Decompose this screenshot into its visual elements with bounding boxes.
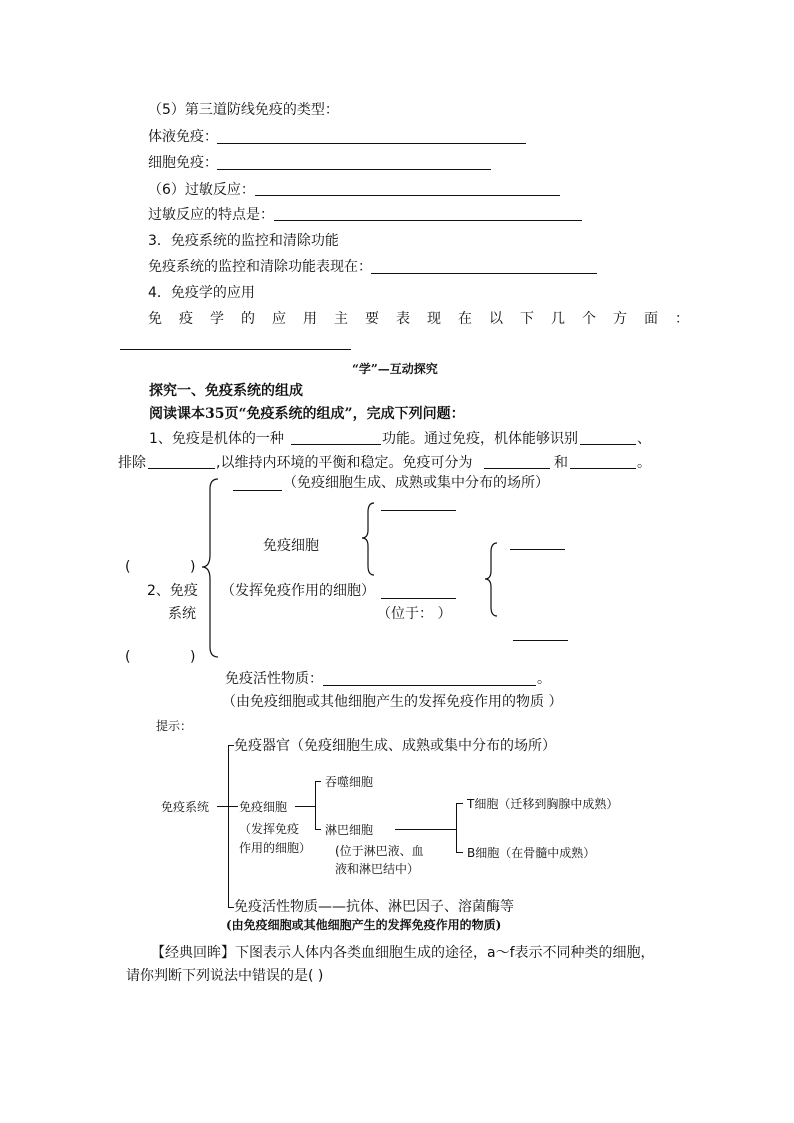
humoral-blank <box>217 143 526 144</box>
q1-part4: 排除 <box>118 455 146 471</box>
active-substance-note: （由免疫细胞或其他细胞产生的发挥免疫作用的物质 ） <box>222 694 563 710</box>
allergy-features-label: 过敏反应的特点是： <box>148 207 274 223</box>
q1-blank5 <box>570 468 636 469</box>
cell-blank1 <box>381 510 456 511</box>
hint-t-tick <box>456 803 463 804</box>
cells-brace <box>360 500 380 578</box>
organ-blank <box>233 490 282 491</box>
hint-organ: 免疫器官（免疫细胞生成、成熟或集中分布的场所） <box>234 738 556 754</box>
active-substance-blank <box>323 685 536 686</box>
hint-cells-connector <box>295 806 315 807</box>
organ-hint: （免疫细胞生成、成熟或集中分布的场所） <box>283 475 549 491</box>
hint-phago-tick <box>315 781 321 782</box>
item3-blank <box>371 273 597 274</box>
hint-lymph-note2: 液和淋巴结中） <box>335 862 420 876</box>
item4-blank <box>120 349 351 350</box>
hint-substances-note: (由免疫细胞或其他细胞产生的发挥免疫作用的物质) <box>226 918 502 932</box>
paren-open-1: ( <box>125 559 131 575</box>
hint-label: 提示： <box>156 719 193 733</box>
q1-part6: 和 <box>554 455 568 471</box>
hint-lympho-vline <box>456 803 457 852</box>
cellular-label: 细胞免疫： <box>148 155 218 171</box>
hint-b-cell: B细胞（在骨髓中成熟） <box>467 846 596 860</box>
q1-part3: 、 <box>637 431 651 447</box>
hint-cells-vline <box>315 781 316 829</box>
cell-blank2 <box>381 598 456 599</box>
q1-part7: 。 <box>637 455 651 471</box>
q1-part5: ,以维持内环境的平衡和稳定。免疫可分为 <box>216 455 473 471</box>
located-label: （位于： ） <box>377 606 452 622</box>
learn-title: “学”—互动探究 <box>352 362 438 376</box>
classic-line2: 请你判断下列说法中错误的是( ) <box>126 968 324 984</box>
main-brace <box>200 475 230 660</box>
q1-blank3 <box>148 468 215 469</box>
sub-blank1 <box>510 549 565 550</box>
hint-lympho-tick <box>315 829 321 830</box>
item4-heading: 4．免疫学的应用 <box>148 285 255 301</box>
sub-blank2 <box>513 640 568 641</box>
cellular-blank <box>217 169 491 170</box>
hint-lympho-connector <box>395 829 456 830</box>
hint-b-tick <box>456 852 463 853</box>
q1-part2: 功能。通过免疫，机体能够识别 <box>382 431 578 447</box>
section5-heading: （5）第三道防线免疫的类型： <box>148 102 339 118</box>
paren-close-2: ) <box>190 649 196 665</box>
system-label-line2: 系统 <box>168 606 196 622</box>
item4-label: 免疫学的应用主要表现在以下几个方面： <box>148 311 706 327</box>
q1-blank2 <box>580 444 636 445</box>
hint-cells-label: 免疫细胞 <box>239 800 288 814</box>
cell-role: （发挥免疫作用的细胞） <box>221 583 375 599</box>
hint-t-cell: T细胞（迁移到胸腺中成熟） <box>467 797 619 811</box>
hint-cells-note1: （发挥免疫 <box>239 822 300 836</box>
hint-lymphocyte: 淋巴细胞 <box>325 823 374 837</box>
q1-blank4 <box>484 468 550 469</box>
system-label-line1: 2、免疫 <box>147 583 198 599</box>
humoral-label: 体液免疫： <box>148 129 218 145</box>
hint-main-vline <box>228 745 229 908</box>
explore1-title: 探究一、免疫系统的组成 <box>149 383 303 399</box>
item3-label: 免疫系统的监控和清除功能表现在： <box>148 259 372 275</box>
hint-system-label: 免疫系统 <box>161 800 210 814</box>
allergy-label: （6）过敏反应： <box>148 182 255 198</box>
allergy-blank <box>255 195 560 196</box>
paren-close-1: ) <box>190 559 196 575</box>
classic-line1: 【经典回眸】下图表示人体内各类血细胞生成的途径，a～f表示不同种类的细胞， <box>151 945 655 961</box>
q1-part1: 1、免疫是机体的一种 <box>149 431 284 447</box>
active-substance-label: 免疫活性物质： <box>225 671 323 687</box>
hint-cells-note2: 作用的细胞） <box>239 841 312 855</box>
hint-substances: 免疫活性物质——抗体、淋巴因子、溶菌酶等 <box>234 899 514 915</box>
immune-cells-label: 免疫细胞 <box>263 538 319 554</box>
paren-open-2: ( <box>125 649 131 665</box>
active-substance-period: 。 <box>537 671 551 687</box>
hint-lymph-note1: (位于淋巴液、血 <box>335 844 424 858</box>
hint-phagocyte: 吞噬细胞 <box>325 775 374 789</box>
explore1-instruction: 阅读课本35页“免疫系统的组成”，完成下列问题： <box>149 406 465 422</box>
sub-brace <box>483 540 503 620</box>
hint-system-connector <box>217 806 238 807</box>
q1-blank1 <box>291 444 381 445</box>
allergy-features-blank <box>274 220 582 221</box>
item3-heading: 3．免疫系统的监控和清除功能 <box>148 233 339 249</box>
